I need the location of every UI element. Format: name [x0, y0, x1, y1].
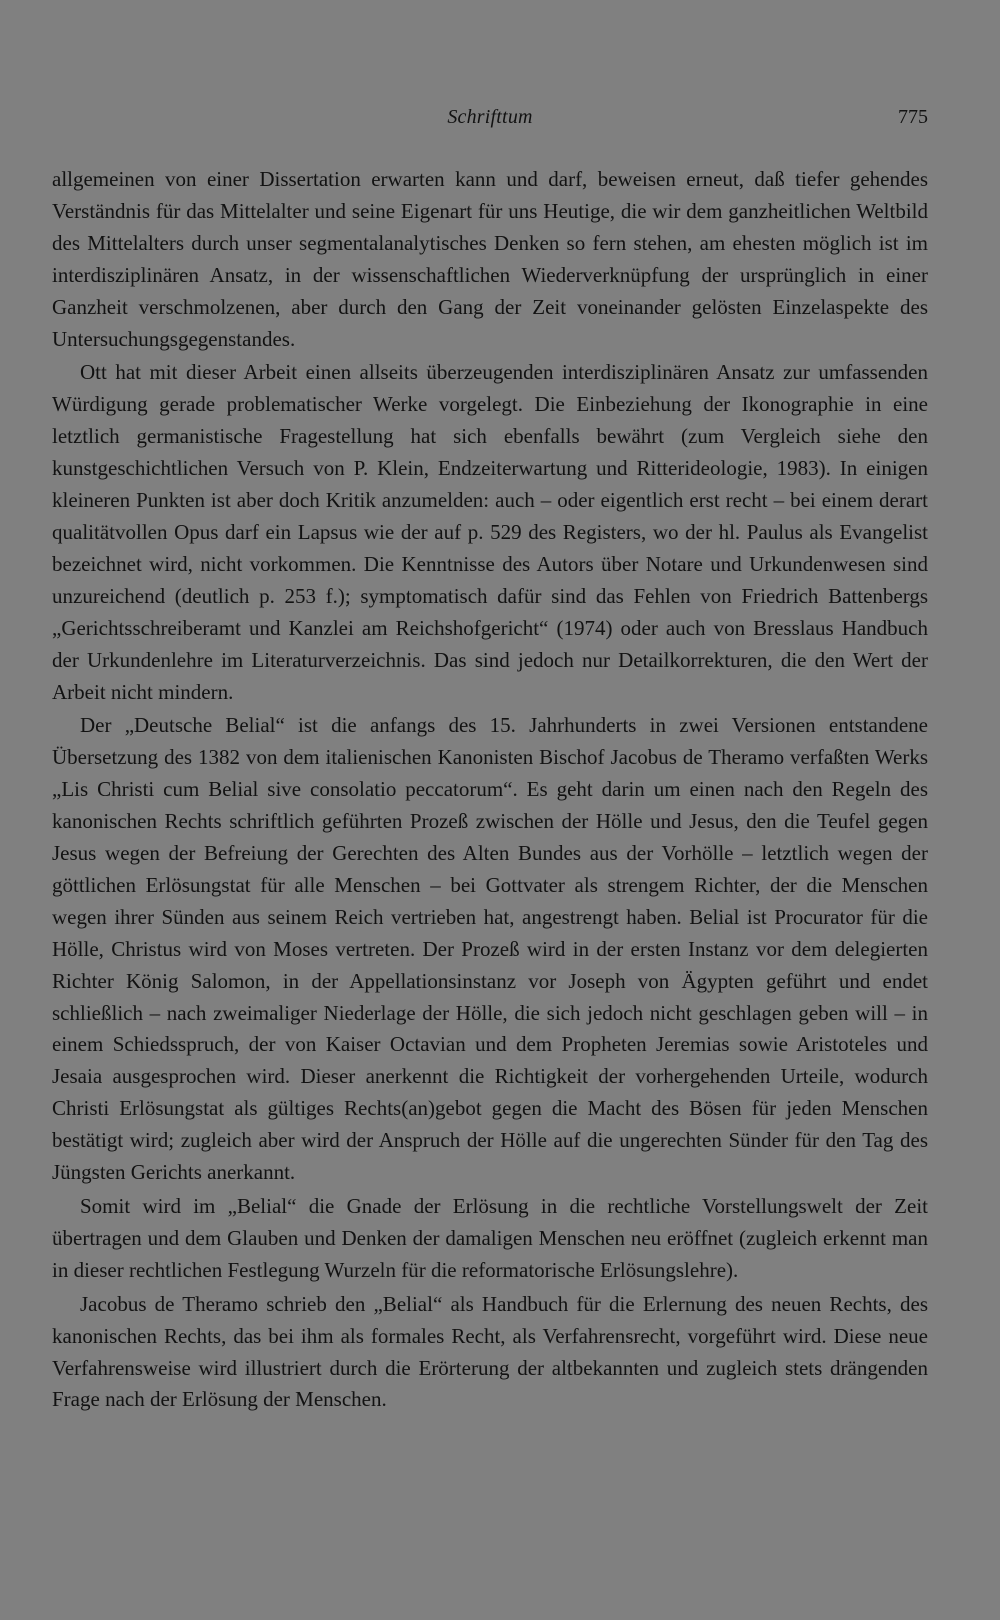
- paragraph-2: Ott hat mit dieser Arbeit einen allseits überzeugenden interdisziplinären Ansatz zur umfassenden Würdigung gerade problematischer Werke vorgelegt. Die Einbeziehung der Ikonographie in eine letztlich germanistische Fragestellung hat sich ebenfalls bewährt (zum Vergleich siehe den kunstgeschichtlichen Versuch von P. Klein, Endzeiterwartung und Ritterideologie, 1983). In einigen kleineren Punkten ist aber doch Kritik anzumelden: auch – oder eigentlich erst recht – bei einem derart qualitätvollen Opus darf ein Lapsus wie der auf p. 529 des Registers, wo der hl. Paulus als Evangelist bezeichnet wird, nicht vorkommen. Die Kenntnisse des Autors über Notare und Urkundenwesen sind unzureichend (deutlich p. 253 f.); symptomatisch dafür sind das Fehlen von Friedrich Battenbergs „Gerichtsschreiberamt und Kanzlei am Reichshofgericht“ (1974) oder auch von Bresslaus Handbuch der Urkundenlehre im Literaturverzeichnis. Das sind jedoch nur Detailkorrekturen, die den Wert der Arbeit nicht mindern.: [52, 360, 928, 704]
- page-number: 775: [898, 106, 928, 128]
- paragraph-5: Jacobus de Theramo schrieb den „Belial“ als Handbuch für die Erlernung des neuen Rechts, des kanonischen Rechts, das bei ihm als formales Recht, als Verfahrensrecht, vorgeführt wird. Diese neue Verfahrensweise wird illustriert durch die Erörterung der altbekannten und zugleich stets drängenden Frage nach der Erlösung der Menschen.: [52, 1291, 928, 1412]
- running-title: Schrifttum: [447, 106, 533, 128]
- paragraph-1: allgemeinen von einer Dissertation erwarten kann und darf, beweisen erneut, daß tiefer gehendes Verständnis für das Mittelalter und seine Eigenart für uns Heutige, die wir dem ganzheitlichen Weltbild des Mittelalters durch unser segmentalanalytisches Denken so fern stehen, am ehesten möglich ist im interdisziplinären Ansatz, in der wissenschaftlichen Wiederverknüpfung der ursprünglich in einer Ganzheit verschmolzenen, aber durch den Gang der Zeit voneinander gelösten Einzelaspekte des Untersuchungsgegenstandes.: [52, 167, 928, 351]
- paragraph-3: Der „Deutsche Belial“ ist die anfangs des 15. Jahrhunderts in zwei Versionen entstandene Übersetzung des 1382 von dem italienischen Kanonisten Bischof Jacobus de Theramo verfaßten Werks „Lis Christi cum Belial sive consolatio peccatorum“. Es geht darin um einen nach den Regeln des kanonischen Rechts schriftlich geführten Prozeß zwischen der Hölle und Jesus, den die Teufel gegen Jesus wegen der Befreiung der Gerechten des Alten Bundes aus der Vorhölle – letztlich wegen der göttlichen Erlösungstat für alle Menschen – bei Gottvater als strengem Richter, der die Menschen wegen ihrer Sünden aus seinem Reich vertrieben hat, angestrengt haben. Belial ist Procurator für die Hölle, Christus wird von Moses vertreten. Der Prozeß wird in der ersten Instanz vor dem delegierten Richter König Salomon, in der Appellationsinstanz vor Joseph von Ägypten geführt und endet schließlich – nach zweimaliger Niederlage der Hölle, die sich jedoch nicht geschlagen geben will – in einem Schiedsspruch, der von Kaiser Octavian und dem Propheten Jeremias sowie Aristoteles und Jesaia ausgesprochen wird. Dieser anerkennt die Richtigkeit der vorhergehenden Urteile, wodurch Christi Erlösungstat als gültiges Rechts(an)gebot gegen die Macht des Bösen für jeden Menschen bestätigt wird; zugleich aber wird der Anspruch der Hölle auf die ungerechten Sünder für den Tag des Jüngsten Gerichts anerkannt.: [52, 713, 928, 1185]
- running-head: [52, 100, 928, 140]
- paragraph-4: Somit wird im „Belial“ die Gnade der Erlösung in die rechtliche Vorstellungswelt der Zeit übertragen und dem Glauben und Denken der damaligen Menschen neu eröffnet (zugleich erkennt man in dieser rechtlichen Festlegung Wurzeln für die reformatorische Erlösungslehre).: [52, 1194, 928, 1282]
- body-text: [52, 164, 928, 1416]
- book-page: [52, 100, 928, 1418]
